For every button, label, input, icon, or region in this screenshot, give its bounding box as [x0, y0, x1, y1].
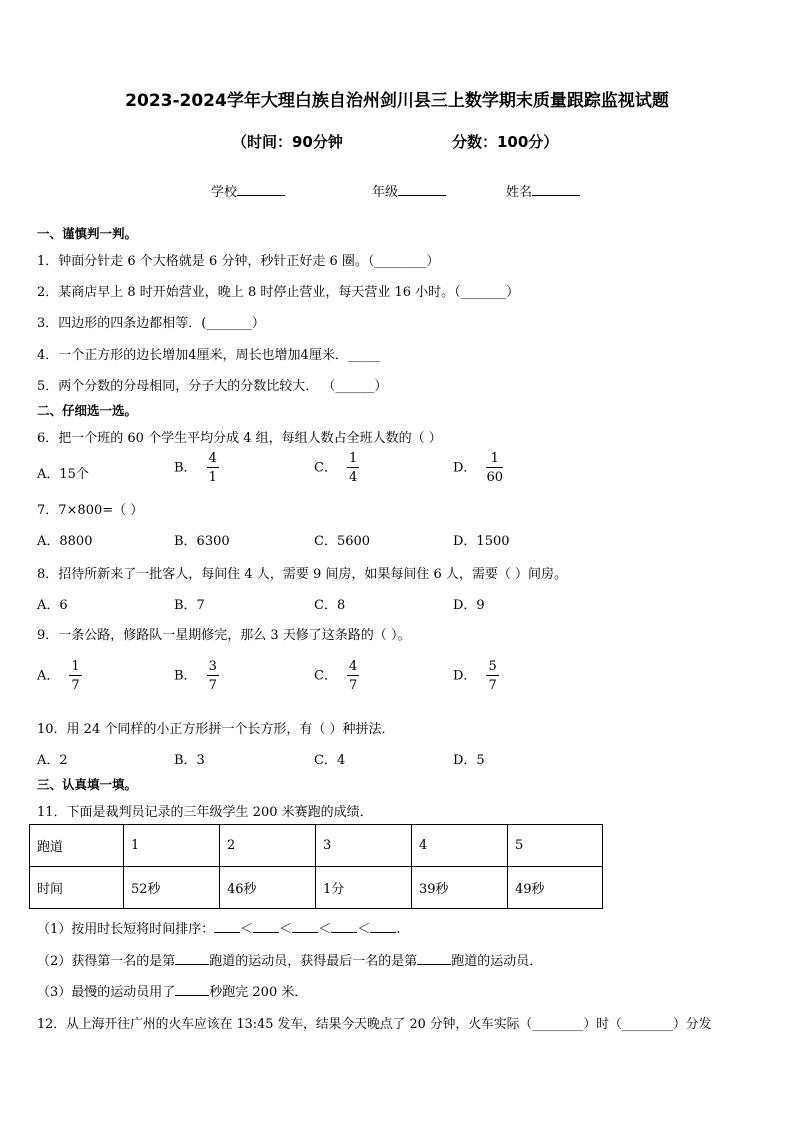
option-label: D． — [453, 460, 477, 476]
answer-blank[interactable] — [331, 920, 357, 933]
part-text: 秒跑完 200 米． — [209, 985, 308, 1000]
table-cell: 39秒 — [412, 867, 508, 909]
part-text: （1）按用时长短将时间排序： — [37, 922, 215, 937]
name-label: 姓名 — [506, 185, 533, 200]
answer-blank[interactable] — [175, 983, 209, 996]
option-label: B． — [174, 460, 197, 476]
part-text: （3）最慢的运动员用了 — [37, 985, 176, 1000]
question-1: 1．钟面分针走 6 个大格就是 6 分钟，秒针正好走 6 圈。（________） — [37, 254, 440, 269]
part-text: （2）获得第一名的是第 — [37, 954, 176, 969]
q9-option-c[interactable] — [314, 660, 359, 692]
option-label: C． — [314, 668, 337, 684]
q10-option-d[interactable]: D．5 — [453, 753, 485, 768]
table-row — [30, 825, 603, 867]
q7-option-a[interactable]: A．8800 — [37, 534, 93, 549]
question-10: 10．用 24 个同样的小正方形拼一个长方形，有（ ）种拼法． — [37, 722, 395, 737]
answer-blank[interactable] — [175, 952, 209, 965]
q7-option-c[interactable]: C．5600 — [314, 534, 371, 549]
q10-option-a[interactable]: A．2 — [37, 753, 68, 768]
name-blank[interactable] — [532, 183, 580, 196]
question-11: 11．下面是裁判员记录的三年级学生 200 米赛跑的成绩． — [37, 805, 373, 820]
table-cell: 4 — [412, 825, 508, 867]
option-label: D． — [453, 668, 477, 684]
part-text: 跑道的运动员． — [451, 954, 543, 969]
table-cell: 跑道 — [30, 825, 124, 867]
part-text: . — [396, 922, 401, 937]
name-field[interactable] — [506, 181, 580, 200]
answer-blank[interactable] — [370, 920, 396, 933]
fraction: $\frac{1}{7}$ — [71, 659, 80, 693]
question-8: 8．招待所新来了一批客人，每间住 4 人，需要 9 间房，如果每间住 6 人，需要（ ）间房。 — [37, 567, 568, 582]
q8-option-b[interactable]: B．7 — [174, 598, 205, 613]
option-label: C． — [314, 460, 337, 476]
q7-option-d[interactable]: D．1500 — [453, 534, 510, 549]
grade-label: 年级 — [372, 185, 399, 200]
page-title: 2023-2024学年大理白族自治州剑川县三上数学期末质量跟踪监视试题 — [125, 91, 669, 111]
grade-blank[interactable] — [398, 183, 446, 196]
table-cell: 1分 — [316, 867, 412, 909]
q6-option-d[interactable] — [453, 452, 503, 484]
question-2: 2．某商店早上 8 时开始营业，晚上 8 时停止营业，每天营业 16 小时。（_______） — [37, 285, 520, 300]
q11-part1 — [37, 918, 400, 937]
table-cell: 时间 — [30, 867, 124, 909]
q7-option-b[interactable]: B．6300 — [174, 534, 230, 549]
question-3: 3．四边形的四条边都相等．(_______） — [37, 316, 265, 331]
table-cell: 1 — [124, 825, 220, 867]
school-field[interactable] — [211, 181, 285, 200]
exam-score: 分数：100分） — [452, 133, 559, 151]
question-7: 7．7×800=（ ） — [37, 503, 144, 518]
q6-option-a[interactable]: A．15个 — [37, 467, 89, 482]
less-than-sign: ＜ — [318, 922, 332, 937]
q9-option-b[interactable] — [174, 660, 219, 692]
table-cell: 52秒 — [124, 867, 220, 909]
q6-option-c[interactable] — [314, 452, 359, 484]
exam-time: （时间：90分钟 — [232, 133, 343, 151]
part-text: 跑道的运动员，获得最后一名的是第 — [209, 954, 418, 969]
question-5: 5．两个分数的分母相同，分子大的分数比较大． （______） — [37, 379, 388, 394]
fraction: $\frac{1}{60}$ — [486, 451, 503, 485]
q6-option-b[interactable] — [174, 452, 219, 484]
fraction: $\frac{1}{4}$ — [348, 451, 358, 485]
less-than-sign: ＜ — [240, 922, 254, 937]
table-cell: 49秒 — [508, 867, 603, 909]
question-12: 12．从上海开往广州的火车应该在 13:45 发车，结果今天晚点了 20 分钟，火车实际（________）时（________）分发 — [37, 1017, 712, 1032]
section1-title: 一、谨慎判一判。 — [37, 226, 138, 241]
q8-option-c[interactable]: C．8 — [314, 598, 346, 613]
less-than-sign: ＜ — [279, 922, 293, 937]
q11-part2 — [37, 950, 542, 969]
answer-blank[interactable] — [417, 952, 451, 965]
fraction: $\frac{4}{1}$ — [208, 451, 217, 485]
table-cell: 3 — [316, 825, 412, 867]
grade-field[interactable] — [372, 181, 446, 200]
question-4: 4．一个正方形的边长增加4厘米，周长也增加4厘米．_____ — [37, 348, 381, 363]
answer-blank[interactable] — [253, 920, 279, 933]
table-cell: 2 — [220, 825, 316, 867]
q10-option-c[interactable]: C．4 — [314, 753, 346, 768]
q9-option-d[interactable] — [453, 660, 499, 692]
table-cell: 5 — [508, 825, 603, 867]
question-9: 9．一条公路，修路队一星期修完，那么 3 天修了这条路的（ ）。 — [37, 628, 411, 643]
fraction: $\frac{4}{7}$ — [348, 659, 358, 693]
fraction: $\frac{5}{7}$ — [488, 659, 497, 693]
section3-title: 三、认真填一填。 — [37, 777, 138, 792]
q10-option-b[interactable]: B．3 — [174, 753, 205, 768]
school-blank[interactable] — [237, 183, 285, 196]
option-label: A． — [37, 668, 60, 684]
school-label: 学校 — [211, 185, 238, 200]
question-6: 6．把一个班的 60 个学生平均分成 4 组，每组人数占全班人数的（ ） — [37, 431, 442, 446]
answer-blank[interactable] — [214, 920, 240, 933]
race-results-table — [29, 824, 603, 909]
q9-option-a[interactable] — [37, 660, 82, 692]
section2-title: 二、仔细选一选。 — [37, 403, 138, 418]
q8-option-d[interactable]: D．9 — [453, 598, 485, 613]
answer-blank[interactable] — [292, 920, 318, 933]
fraction: $\frac{3}{7}$ — [208, 659, 217, 693]
q8-option-a[interactable]: A．6 — [37, 598, 68, 613]
q11-part3 — [37, 981, 307, 1000]
table-row — [30, 867, 603, 909]
option-label: B． — [174, 668, 197, 684]
table-cell: 46秒 — [220, 867, 316, 909]
less-than-sign: ＜ — [357, 922, 371, 937]
